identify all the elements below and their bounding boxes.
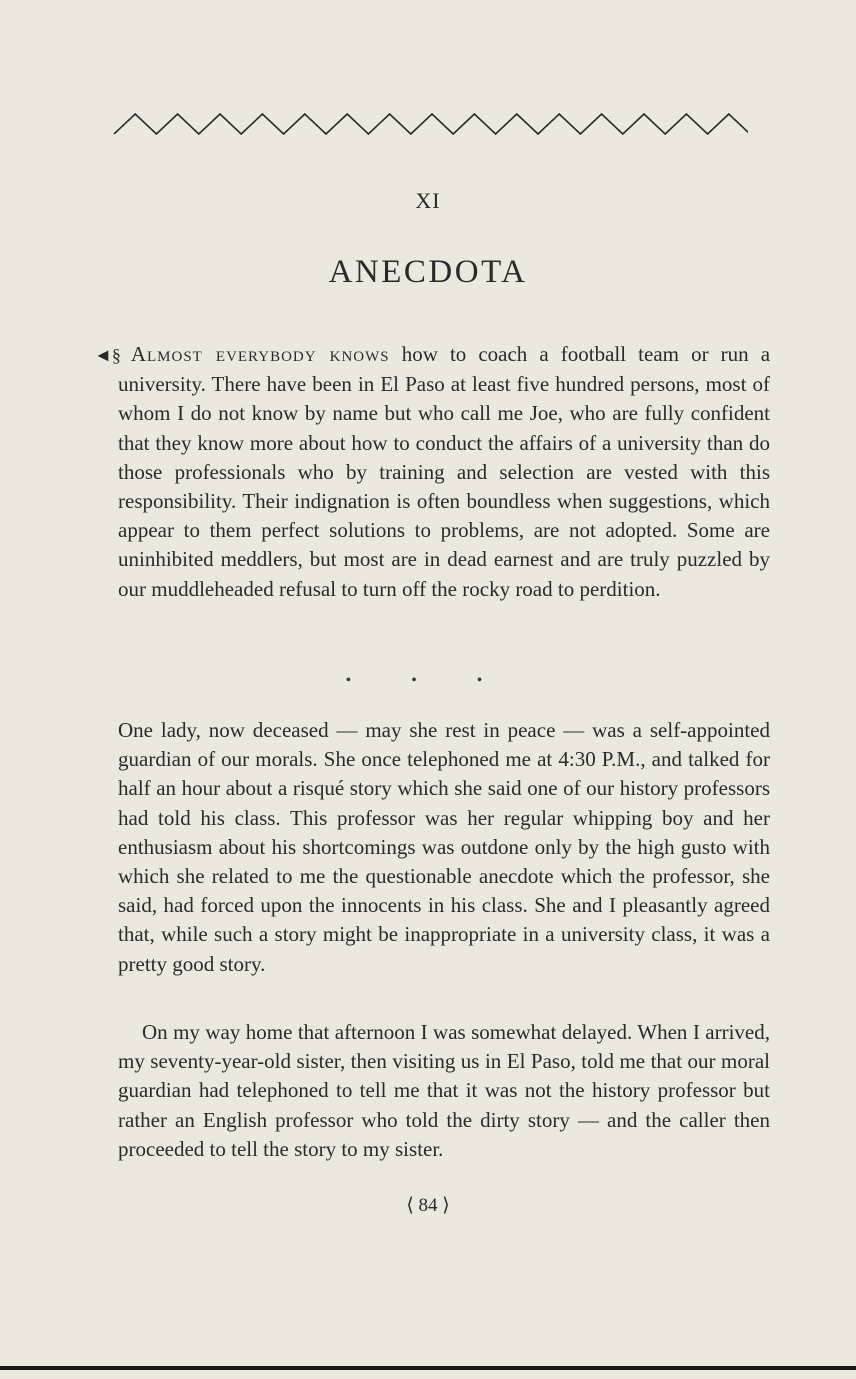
paragraph-1-first-line: how to coach a football team xyxy=(389,342,679,366)
paragraph-2 xyxy=(118,716,770,979)
lead-words: Almost everybody knows xyxy=(130,342,390,366)
page-number: ⟨ 84 ⟩ xyxy=(406,1195,450,1216)
paragraph-2-text: One lady, now deceased — may she rest in peace — was a self-appointed guardian of our morals. She once telephoned me at 4:30 P.M., and talked for half an hour about a risqué story which she said one of our history professors had told his class. This professor was her regular whipping boy and her enthusiasm about his shortcomings was outdone only by the high gusto with which she related to me the questionable anecdote which the professor, she said, had forced upon the innocents in his class. She and I pleasantly agreed that, while such a story might be inappropriate in a university class, it was a pretty good story. xyxy=(118,718,770,976)
paragraph-3-text: On my way home that afternoon I was somewhat delayed. When I arrived, my seventy-year-old sister, then visiting us in El Paso, told me that our moral guardian had telephoned to tell me that it was not the history professor but rather an English professor who told the dirty story — and the caller then proceeded to tell the story to my sister. xyxy=(118,1020,770,1161)
chapter-number: XI xyxy=(415,188,441,213)
paragraph-1-body: or run a university. There have been in El Paso at least five hundred persons, most of whom I do not know by name but who call me Joe, who are fully confident that they know more about how to conduct the affairs of a university than do those professionals who by training and selection are vested with this responsibility. Their indignation is often boundless when suggestions, which appear to them perfect solutions to problems, are not adopted. Some are uninhibited meddlers, but most are in dead earnest and are truly puzzled by our muddleheaded refusal to turn off the rocky road to perdition. xyxy=(118,342,771,601)
section-marker-icon: ◄§ xyxy=(94,345,121,365)
paragraph-3 xyxy=(118,1018,770,1164)
bottom-rule xyxy=(0,1366,856,1370)
zigzag-ornament xyxy=(112,108,748,140)
paragraph-1 xyxy=(94,340,771,604)
chapter-title: ANECDOTA xyxy=(328,254,528,290)
section-break: • • • xyxy=(345,672,511,689)
